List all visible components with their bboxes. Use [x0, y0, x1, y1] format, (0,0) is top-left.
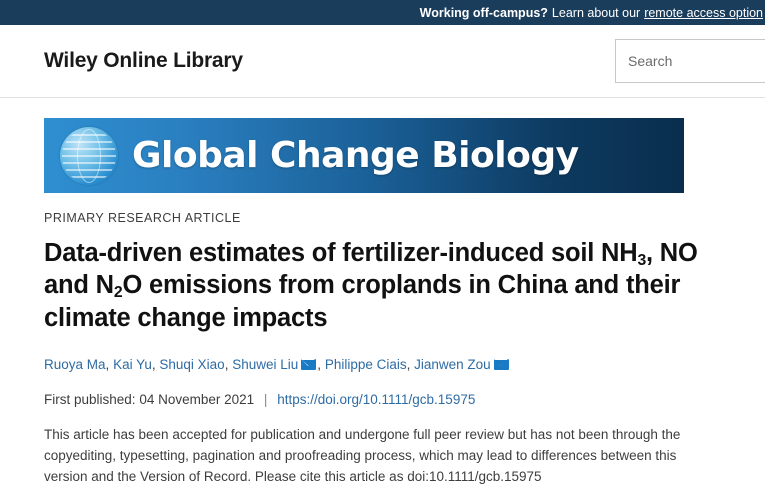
author-list: [44, 354, 721, 376]
site-brand[interactable]: Wiley Online Library: [44, 49, 243, 72]
author-separator: ,: [224, 357, 229, 373]
search-container: [615, 39, 765, 83]
title-sub-1: 3: [637, 251, 647, 269]
first-published-label: First published:: [44, 391, 136, 407]
remote-access-link[interactable]: remote access option: [644, 5, 763, 20]
article-content: [0, 118, 765, 487]
author-link[interactable]: Shuwei Liu: [232, 357, 299, 373]
author-separator: ,: [151, 357, 156, 373]
publication-info: [44, 392, 721, 407]
author-separator: ,: [317, 357, 322, 373]
title-part-3: O emissions from croplands in China and their climate change impacts: [44, 271, 681, 332]
envelope-icon[interactable]: [301, 359, 316, 370]
author-separator: ,: [105, 357, 110, 373]
author-link[interactable]: Kai Yu: [113, 357, 152, 373]
article-type-label: PRIMARY RESEARCH ARTICLE: [44, 211, 241, 225]
author-link[interactable]: Philippe Ciais: [324, 357, 407, 373]
acceptance-disclaimer: This article has been accepted for publication and undergone full peer review but has not been through the copyediting, typesetting, pagination and proofreading process, which may lead to differences between this version and the Version of Record. Please cite this article as doi:10.1111/gcb.15975: [44, 426, 681, 484]
title-part-1: Data-driven estimates of fertilizer-induced soil NH: [44, 239, 638, 267]
envelope-icon[interactable]: [494, 359, 509, 370]
journal-banner[interactable]: [44, 118, 684, 193]
offcampus-strong-text: Working off-campus?: [419, 5, 548, 20]
offcampus-text: Learn about our: [551, 5, 641, 20]
title-sub-2: 2: [113, 284, 123, 302]
pubinfo-divider: |: [263, 391, 268, 407]
title-part-2: , NO and N: [44, 239, 698, 300]
first-published-date: 04 November 2021: [139, 391, 255, 407]
globe-icon: [60, 127, 118, 185]
site-header: [0, 25, 765, 98]
page-title: [44, 237, 721, 334]
offcampus-banner: [0, 0, 765, 25]
search-input[interactable]: [615, 39, 765, 83]
author-link[interactable]: Shuqi Xiao: [159, 357, 225, 373]
doi-link[interactable]: https://doi.org/10.1111/gcb.15975: [277, 391, 476, 407]
author-link[interactable]: Ruoya Ma: [44, 357, 106, 373]
journal-title: Global Change Biology: [132, 135, 579, 176]
author-link[interactable]: Jianwen Zou: [414, 357, 491, 373]
author-separator: ,: [406, 357, 411, 373]
